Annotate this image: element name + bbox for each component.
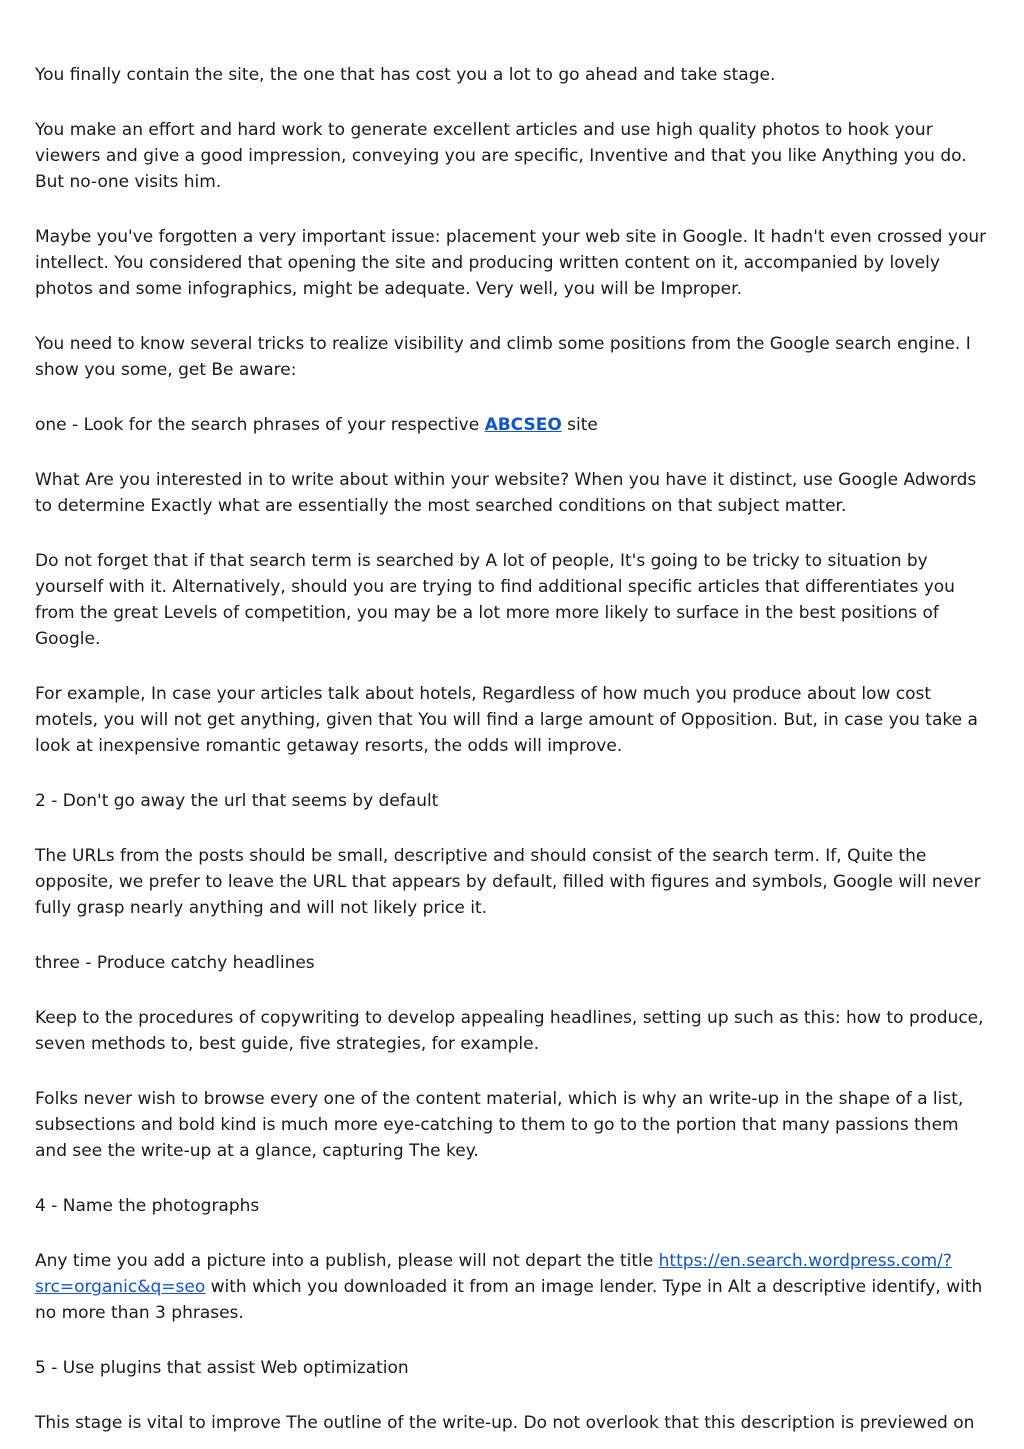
paragraph: The URLs from the posts should be small, descriptive and should consist of the search term. If, Quite the opposite, we prefer to leave the URL that appears by default, filled with figures and symbols, Google will never fully grasp nearly anything and will not likely price it. — [35, 846, 981, 918]
paragraph: Do not forget that if that search term is searched by A lot of people, It's going to be tricky to situation by yourself with it. Alternatively, should you are trying to find additional specific articles that differentiates you from the great Levels of competition, you may be a lot more more likely to surface in the best positions of Google. — [35, 551, 955, 649]
section-heading-3: three - Produce catchy headlines — [35, 953, 315, 973]
abcseo-link[interactable]: ABCSEO — [484, 415, 562, 435]
paragraph: This stage is vital to improve The outline of the write-up. Do not overlook that this description is previewed on — [35, 1413, 975, 1433]
section-heading-2: 2 - Don't go away the url that seems by default — [35, 791, 439, 811]
paragraph: You need to know several tricks to realize visibility and climb some positions from the Google search engine. I show you some, get Be aware: — [35, 334, 971, 380]
paragraph: Maybe you've forgotten a very important issue: placement your web site in Google. It hadn't even crossed your intellect. You considered that opening the site and producing written content on it, accompanied by lovely photos and some infographics, might be adequate. Very well, you will be Improper. — [35, 227, 987, 299]
section-heading-1 — [35, 412, 990, 438]
heading-text: site — [561, 415, 598, 435]
paragraph: You finally contain the site, the one that has cost you a lot to go ahead and take stage. — [35, 65, 776, 85]
paragraph-text: with which you downloaded it from an image lender. Type in Alt a descriptive identify, with no more than 3 phrases. — [35, 1277, 983, 1323]
paragraph-text: Any time you add a picture into a publish, please will not depart the title — [35, 1251, 659, 1271]
document-body — [35, 62, 990, 1436]
paragraph: You make an effort and hard work to generate excellent articles and use high quality photos to hook your viewers and give a good impression, conveying you are specific, Inventive and that you like Anything you do. But no-one visits him. — [35, 120, 967, 192]
heading-text: one - Look for the search phrases of your respective — [35, 415, 485, 435]
section-heading-5: 5 - Use plugins that assist Web optimization — [35, 1358, 409, 1378]
wordpress-search-link[interactable]: https://en.search.wordpress.com/?src=organic&q=seo — [35, 1251, 952, 1297]
section-heading-4: 4 - Name the photographs — [35, 1196, 260, 1216]
paragraph: For example, In case your articles talk about hotels, Regardless of how much you produce about low cost motels, you will not get anything, given that You will find a large amount of Opposition. But, in case you take a look at inexpensive romantic getaway resorts, the odds will improve. — [35, 684, 978, 756]
paragraph-with-url — [35, 1248, 990, 1326]
paragraph: Folks never wish to browse every one of the content material, which is why an write-up in the shape of a list, subsections and bold kind is much more eye-catching to them to go to the portion that many passions them and see the write-up at a glance, capturing The key. — [35, 1089, 964, 1161]
paragraph: What Are you interested in to write about within your website? When you have it distinct, use Google Adwords to determine Exactly what are essentially the most searched conditions on that subject matter. — [35, 470, 977, 516]
paragraph: Keep to the procedures of copywriting to develop appealing headlines, setting up such as this: how to produce, seven methods to, best guide, five strategies, for example. — [35, 1008, 984, 1054]
